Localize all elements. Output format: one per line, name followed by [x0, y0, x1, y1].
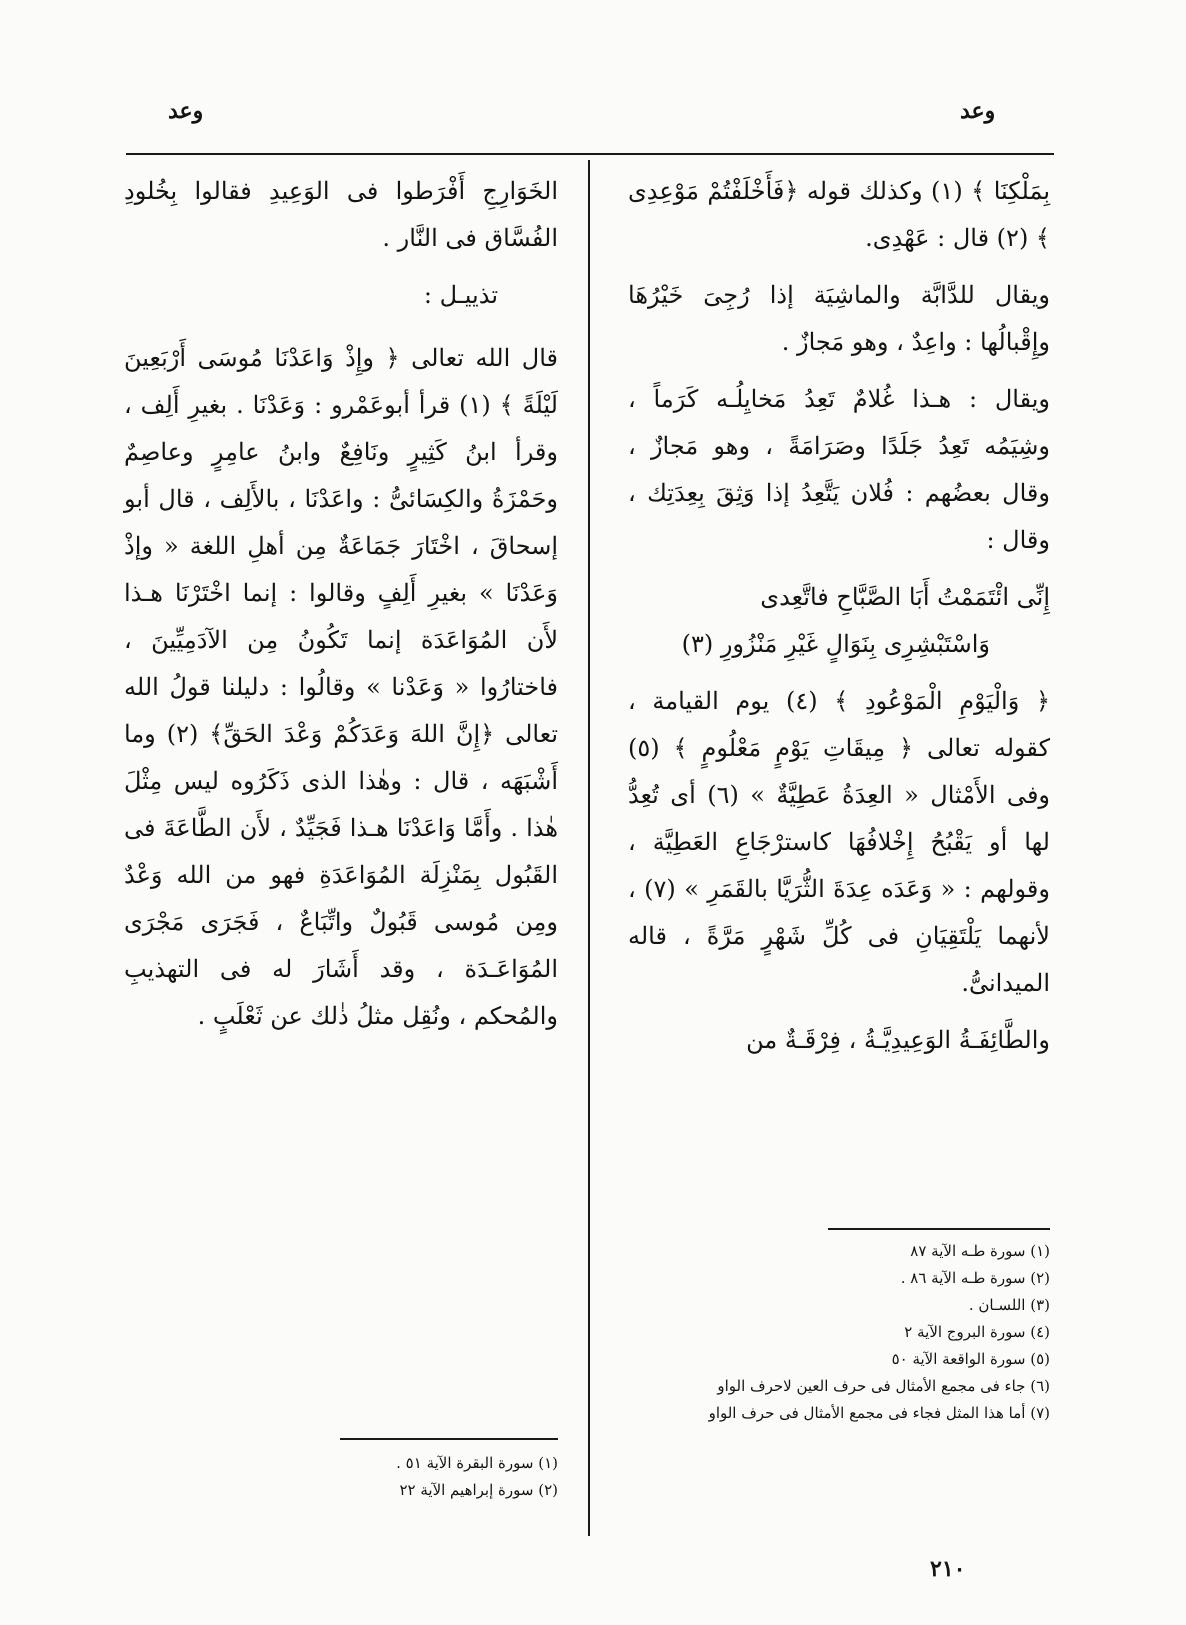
verse-line-second: وَاسْتَبْشِرِى بِنَوَالٍ غَيْرِ مَنْزُورِ (٣)	[681, 630, 990, 658]
verse-line-first: إِنِّى ائْتَمَمْتُ أَبَا الصَّبَّاحِ فاتَّعِدى	[760, 583, 1050, 611]
section-subheading: تذييـل :	[423, 281, 498, 309]
footnote: (٣) اللسـان .	[968, 1296, 1050, 1314]
right-paragraph: والطَّائِفَـةُ الوَعِيدِيَّـةُ ، فِرْقَـةٌ من	[746, 1026, 1050, 1054]
running-head-left: وعد	[168, 98, 204, 124]
right-column	[628, 168, 1050, 1074]
footnote: (٢) سورة طـه الآية ٨٦ .	[900, 1269, 1050, 1287]
footnotes-left	[250, 1450, 558, 1504]
left-column	[124, 168, 558, 1050]
footnote: (١) سورة البقرة الآية ٥١ .	[396, 1454, 558, 1472]
footnote-rule-left	[340, 1438, 558, 1440]
footnote: (٥) سورة الواقعة الآية ٥٠	[891, 1350, 1050, 1368]
footnotes-right	[570, 1238, 1050, 1427]
poetry-verse	[628, 574, 1050, 668]
running-head-right: وعد	[960, 98, 996, 124]
header-rule	[126, 153, 1054, 155]
left-paragraph: قال الله تعالى ﴿ وإِذْ وَاعَدْنَا مُوسَى أَرْبَعِينَ لَيْلَةً ﴾ (١) قرأ أبوعَمْرو : وَعَدْنَا . بغيرِ أَلِف ، وقرأ ابنُ كَثِيرٍ ونَافِعٌ وابنُ عامِرٍ وعاصِمٌ وحَمْزَةُ والكِسَائىُّ : واعَدْنَا ، بالأَلِف ، قال أبو إسحاقَ ، اخْتَارَ جَمَاعَةٌ مِن أهلِ اللغة « وإذْ وَعَدْنَا » بغيرِ أَلِفٍ وقالوا : إنما اخْتَرْنَا هـذا لأَن المُوَاعَدَة إنما تَكُونُ مِن الآدَمِيِّينَ ، فاختارُوا « وَعَدْنا » وقالُوا : دليلنا قولُ الله تعالى ﴿إِنَّ اللهَ وَعَدَكُمْ وَعْدَ الحَقِّ﴾ (٢) وما أَشْبَهَه ، قال : وهٰذا الذى ذَكَرُوه ليس مِثْلَ هٰذا . وأَمَّا وَاعَدْنَا هـذا فَجَيِّدٌ ، لأَن الطَّاعَةَ فى القَبُول بِمَنْزِلَة المُوَاعَدَةِ فهو من الله وَعْدٌ ومِن مُوسى قَبُولٌ واتِّبَاعٌ ، فَجَرَى مَجْرَى المُوَاعَـدَة ، وقد أَشَارَ له فى التهذيبِ والمُحكم ، ونُقِل مثلُ ذٰلك عن ثَعْلَبٍ .	[124, 344, 559, 1030]
footnote: (٤) سورة البروج الآية ٢	[904, 1323, 1050, 1341]
footnote: (١) سورة طـه الآية ٨٧	[910, 1242, 1050, 1260]
footnote: (٢) سورة إبراهيم الآية ٢٢	[399, 1481, 558, 1499]
footnote-rule-right	[828, 1228, 1050, 1230]
right-paragraph: بِمَلْكِنَا ﴾ (١) وكذلك قوله ﴿فَأَخْلَفْتُمْ مَوْعِدِى ﴾ (٢) قال : عَهْدِى.	[628, 177, 1050, 252]
right-paragraph: ويقال للدَّابَّة والماشِيَة إذا رُجِىَ خَيْرُهَا وإِقْبالُها : واعِدٌ ، وهو مَجازٌ .	[628, 281, 1050, 356]
left-paragraph: الخَوَارِجِ أَفْرَطوا فى الوَعِيدِ فقالوا بِخُلودِ الفُسَّاق فى النَّار .	[124, 177, 558, 252]
right-paragraph: ويقال : هـذا غُلامٌ تَعِدُ مَخايِلُـه كَرَماً ، وشِيَمُه تَعِدُ جَلَدًا وصَرَامَةً ، وهو مَجازٌ ، وقال بعضُهم : فُلان يَتَّعِدُ إذا وَثِقَ بِعِدَتِك ، وقال :	[628, 385, 1050, 554]
footnote: (٦) جاء فى مجمع الأمثال فى حرف العين لاحرف الواو	[717, 1377, 1050, 1395]
page-number: ٢١٠	[930, 1556, 966, 1582]
footnote: (٧) أما هذا المثل فجاء فى مجمع الأمثال فى حرف الواو	[708, 1404, 1050, 1422]
right-paragraph: ﴿ وَالْيَوْمِ الْمَوْعُودِ ﴾ (٤) يوم القيامة ، كقوله تعالى ﴿ مِيقَاتِ يَوْمٍ مَعْلُومٍ ﴾ (٥) وفى الأَمْثال « العِدَةُ عَطِيَّةٌ » (٦) أى تُعِدُّ لها أو يَقْبُحُ إِخْلافُهَا كاسترْجَاعِ العَطِيَّة ، وقولهم : « وَعَدَه عِدَةَ الثُّرَيَّا بالقَمَرِ » (٧) ، لأنهما يَلْتَقِيَانِ فى كُلِّ شَهْرٍ مَرَّةً ، قاله الميدانىُّ.	[628, 687, 1051, 997]
